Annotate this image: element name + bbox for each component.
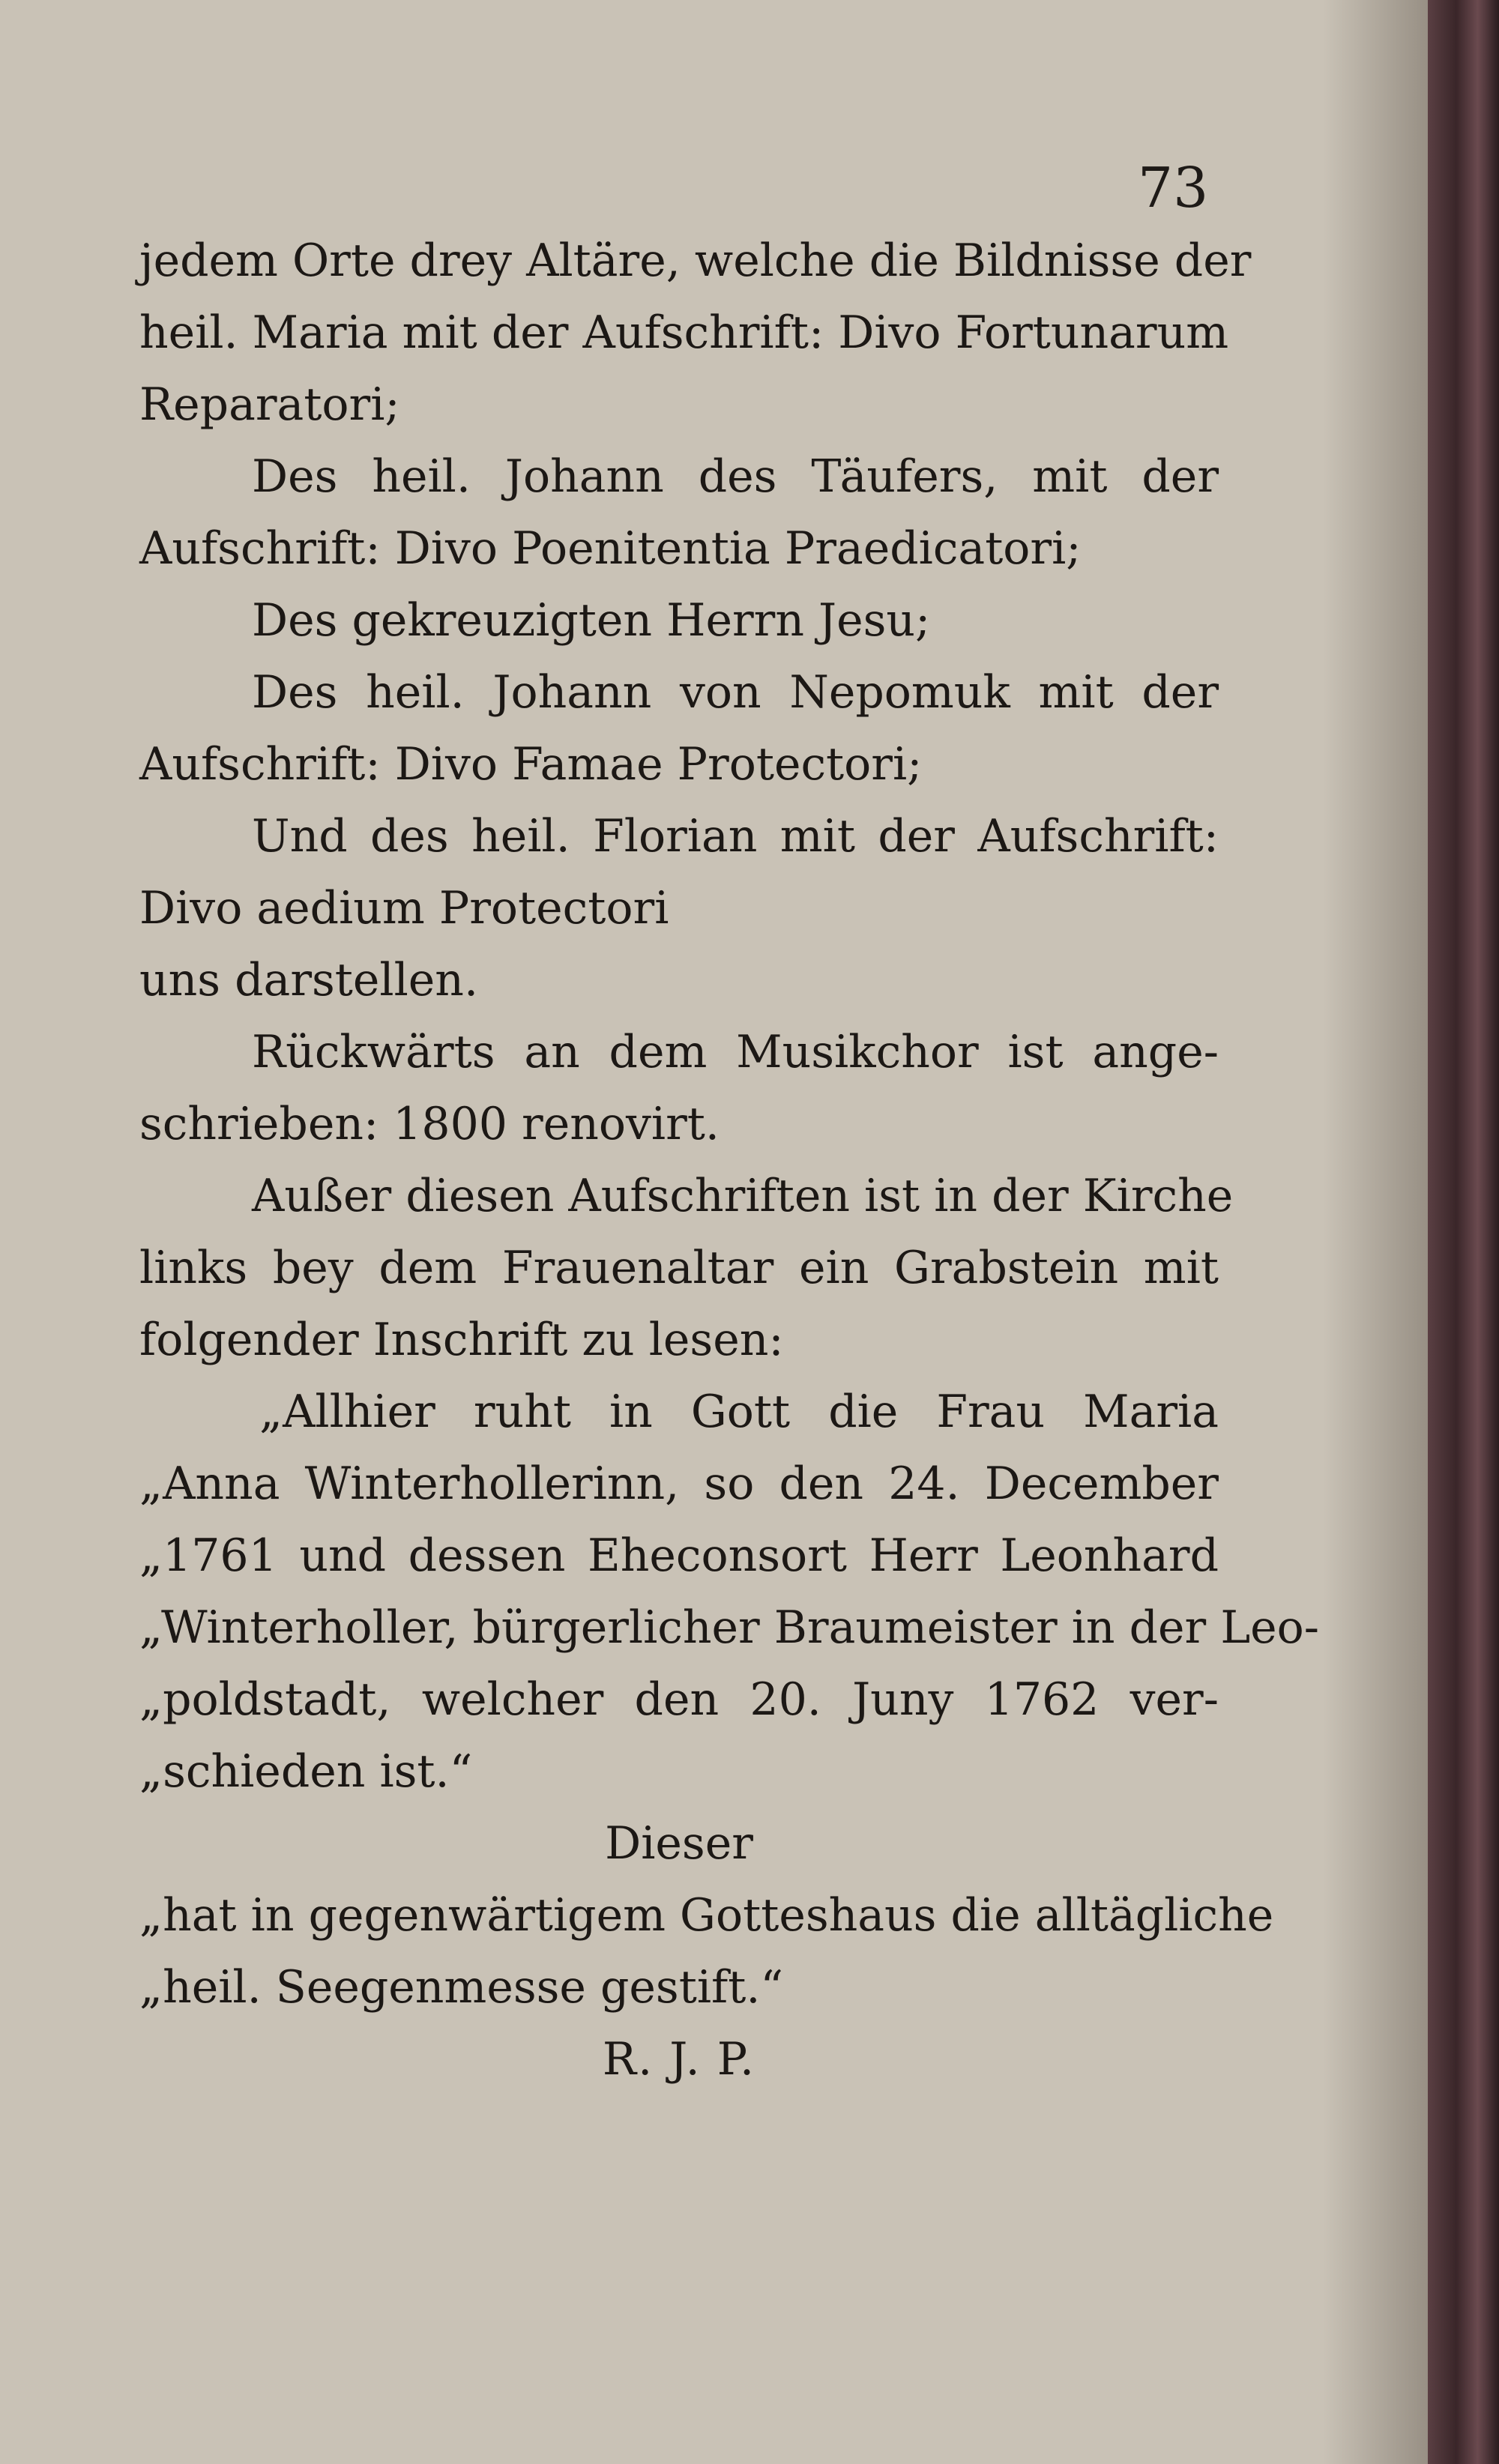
text-line: folgender Inschrift zu lesen: bbox=[139, 1314, 784, 1366]
text-line: Divo aedium Protectori bbox=[139, 882, 669, 934]
text-line: „1761 und dessen Eheconsort Herr Leonhard bbox=[139, 1530, 1219, 1582]
page-number: 73 bbox=[1138, 156, 1209, 220]
body-text bbox=[139, 225, 1320, 2095]
text-line: Des heil. Johann von Nepomuk mit der bbox=[252, 666, 1219, 719]
text-line: „Winterholler, bürgerlicher Braumeister in der Leo- bbox=[139, 1601, 1320, 1654]
page-gutter-shadow bbox=[1323, 0, 1428, 2464]
text-line: schrieben: 1800 renovirt. bbox=[139, 1098, 720, 1150]
text-line: Aufschrift: Divo Famae Protectori; bbox=[139, 738, 923, 791]
text-line: Und des heil. Florian mit der Aufschrift: bbox=[252, 810, 1219, 863]
text-line: „Allhier ruht in Gott die Frau Maria bbox=[259, 1386, 1219, 1438]
text-line: Außer diesen Aufschriften ist in der Kirche bbox=[252, 1170, 1234, 1222]
text-line: Dieser bbox=[605, 1817, 753, 1870]
text-line: Aufschrift: Divo Poenitentia Praedicatori; bbox=[139, 522, 1082, 575]
text-line: uns darstellen. bbox=[139, 954, 479, 1006]
text-line: Reparatori; bbox=[139, 378, 400, 431]
text-line: Rückwärts an dem Musikchor ist ange- bbox=[252, 1026, 1219, 1078]
text-line: Des heil. Johann des Täufers, mit der bbox=[252, 450, 1219, 503]
text-line: „poldstadt, welcher den 20. Juny 1762 ver- bbox=[139, 1673, 1219, 1726]
text-line: „heil. Seegenmesse gestift.“ bbox=[139, 1961, 784, 2014]
text-line: „schieden ist.“ bbox=[139, 1745, 473, 1798]
book-cover-edge bbox=[1428, 0, 1499, 2464]
text-line: „Anna Winterhollerinn, so den 24. December bbox=[139, 1458, 1219, 1510]
text-line: jedem Orte drey Altäre, welche die Bildnisse der bbox=[139, 235, 1252, 287]
text-line: links bey dem Frauenaltar ein Grabstein mit bbox=[139, 1242, 1219, 1294]
text-line: heil. Maria mit der Aufschrift: Divo Fortunarum bbox=[139, 307, 1229, 359]
text-line: „hat in gegenwärtigem Gotteshaus die alltägliche bbox=[139, 1889, 1274, 1942]
text-line: Des gekreuzigten Herrn Jesu; bbox=[252, 594, 931, 647]
signature-initials: R. J. P. bbox=[602, 2033, 756, 2086]
